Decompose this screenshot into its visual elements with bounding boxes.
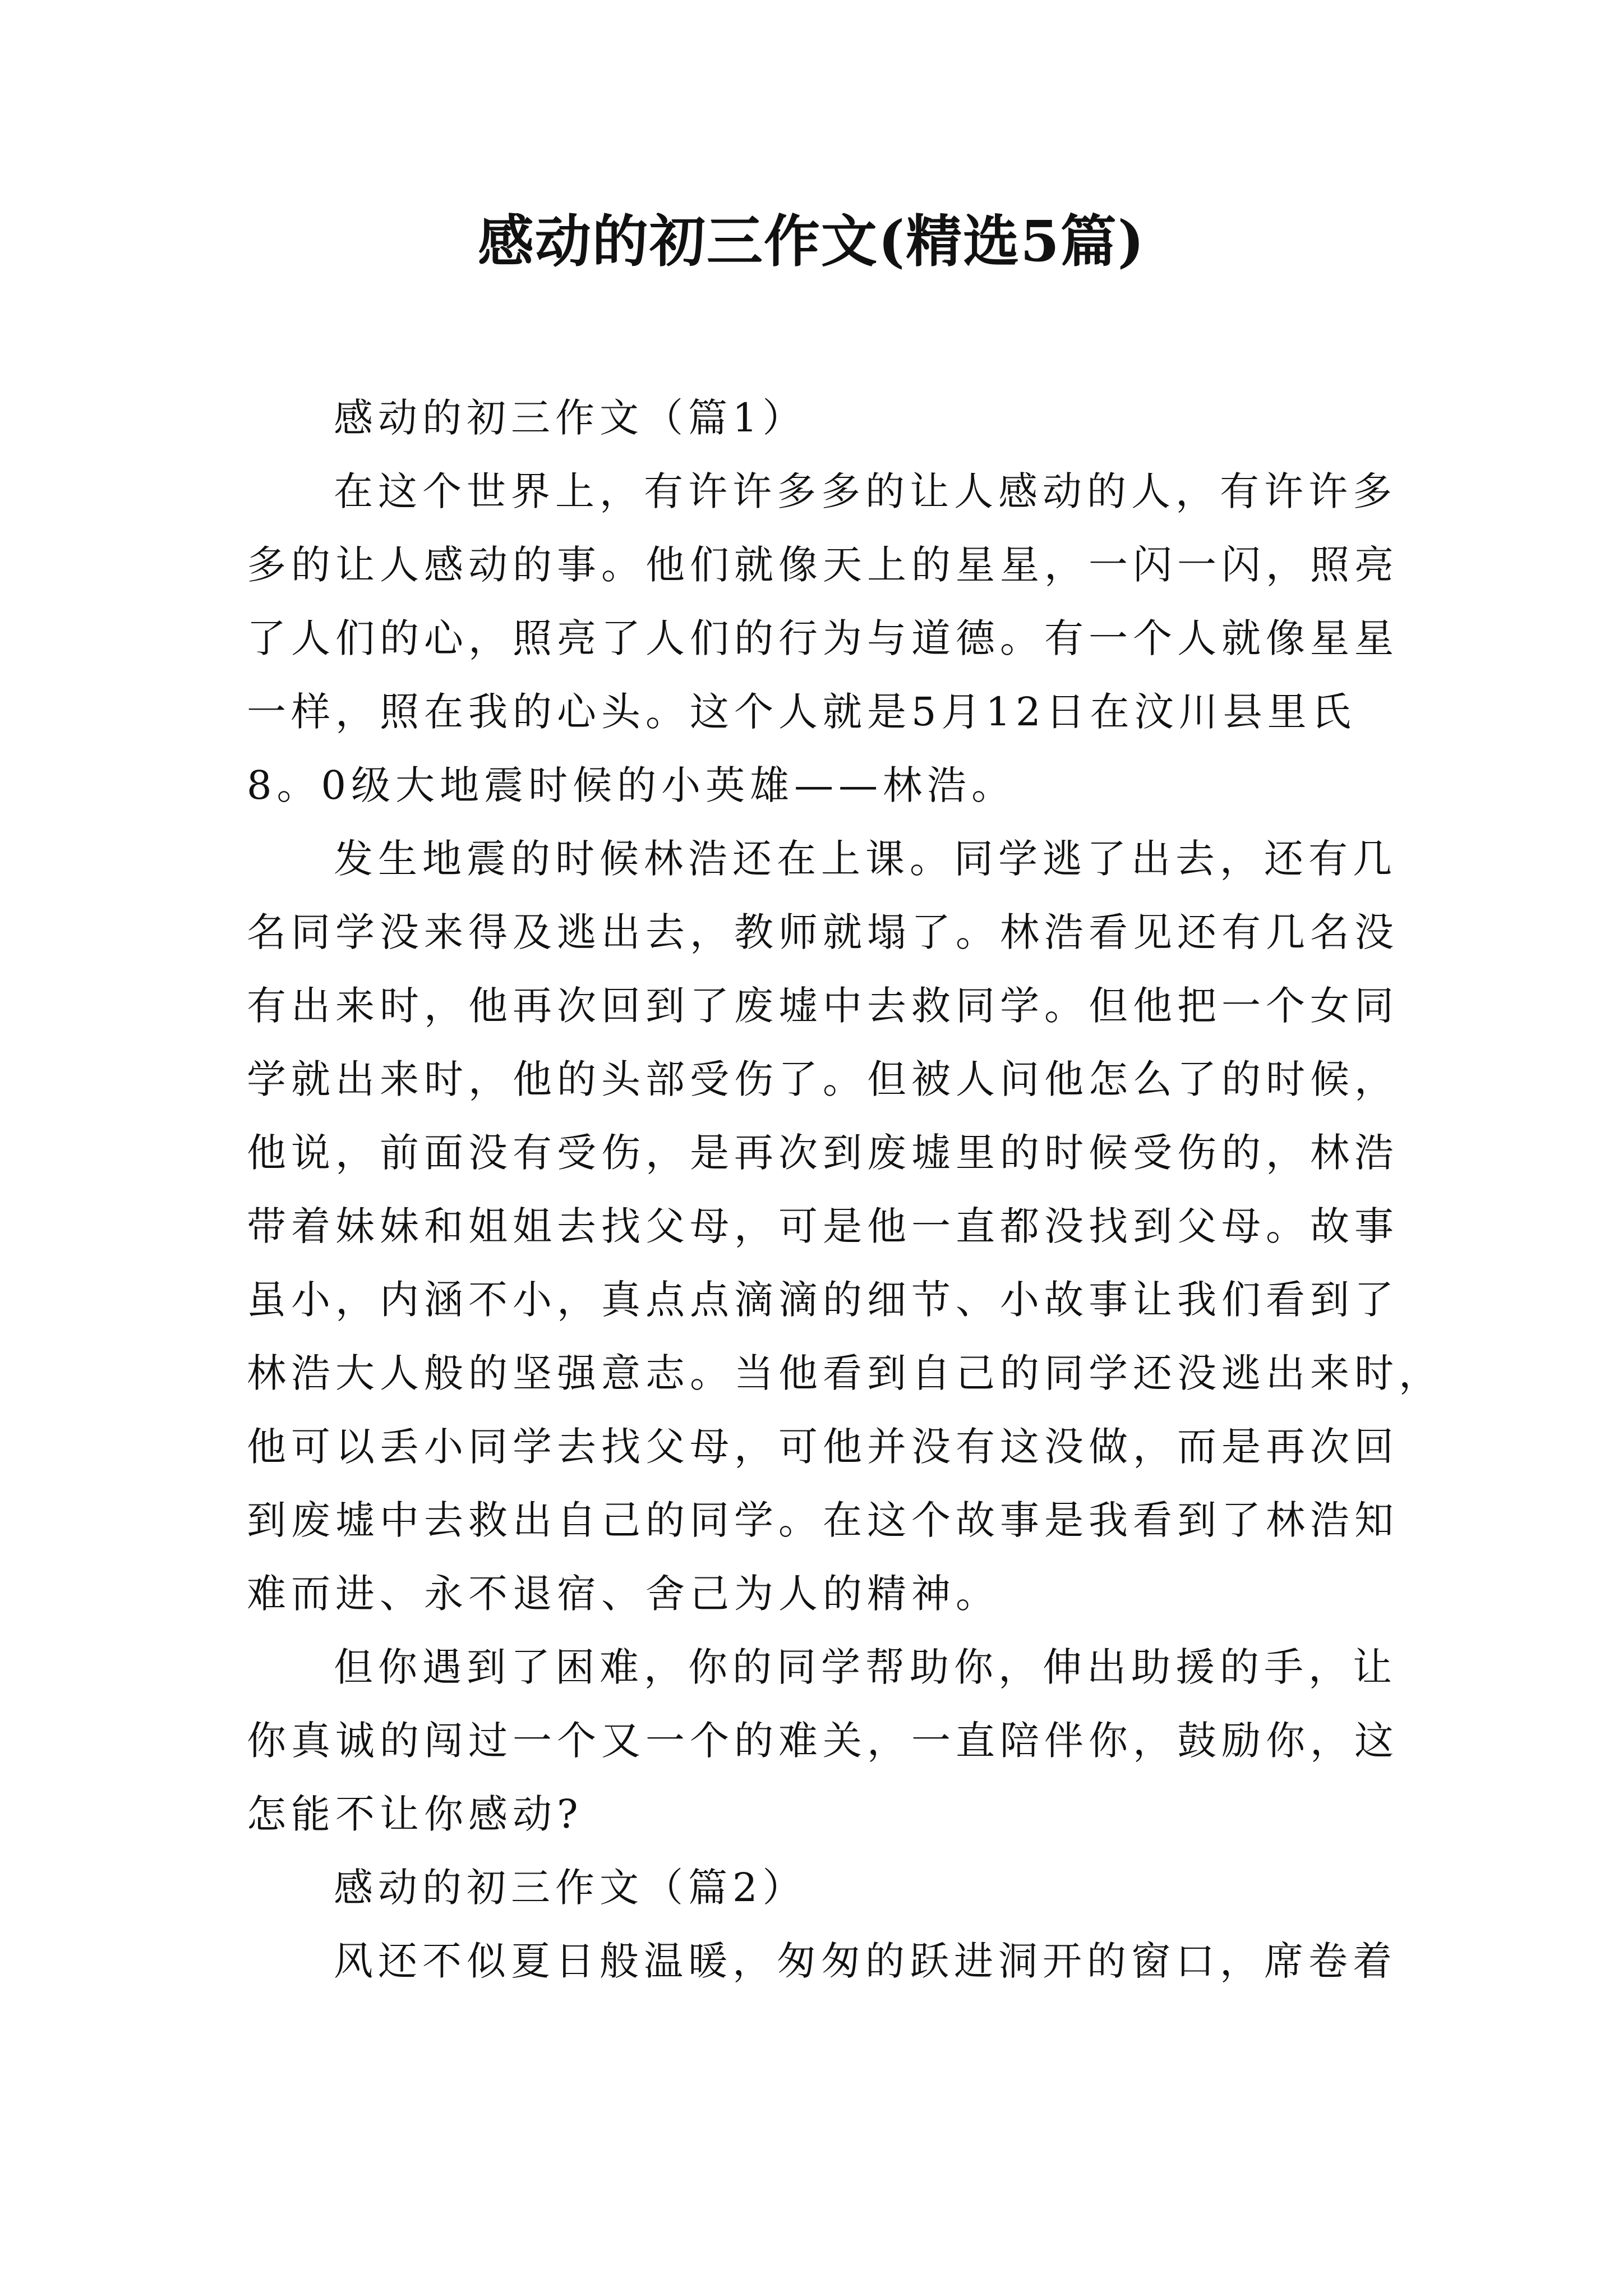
paragraph-line: 8。0级大地震时候的小英雄——林浩。	[247, 762, 1016, 808]
paragraph-line: 林浩大人般的坚强意志。当他看到自己的同学还没逃出来时，	[247, 1350, 1443, 1396]
paragraph-line: 怎能不让你感动?	[247, 1791, 583, 1837]
paragraph-line: 多的让人感动的事。他们就像天上的星星，一闪一闪，照亮	[247, 542, 1399, 588]
paragraph-line: 带着妹妹和姐姐去找父母，可是他一直都没找到父母。故事	[247, 1203, 1399, 1249]
paragraph-line: 你真诚的闯过一个又一个的难关，一直陪伴你，鼓励你，这	[247, 1718, 1399, 1764]
paragraph-line: 风还不似夏日般温暖，匆匆的跃进洞开的窗口，席卷着	[334, 1938, 1397, 1984]
paragraph-line: 有出来时，他再次回到了废墟中去救同学。但他把一个女同	[247, 983, 1399, 1029]
paragraph-line: 学就出来时，他的头部受伤了。但被人问他怎么了的时候，	[247, 1056, 1399, 1102]
paragraph-line: 但你遇到了困难，你的同学帮助你，伸出助援的手，让	[334, 1644, 1397, 1690]
paragraph-line: 难而进、永不退宿、舍己为人的精神。	[247, 1571, 1000, 1617]
document-title: 感动的初三作文(精选5篇)	[477, 208, 1146, 274]
paragraph-line: 他说，前面没有受伤，是再次到废墟里的时候受伤的，林浩	[247, 1130, 1399, 1176]
paragraph-line: 他可以丢小同学去找父母，可他并没有这没做，而是再次回	[247, 1424, 1399, 1470]
paragraph-line: 发生地震的时候林浩还在上课。同学逃了出去，还有几	[334, 836, 1397, 882]
paragraph-line: 在这个世界上，有许许多多的让人感动的人，有许许多	[334, 468, 1397, 514]
paragraph-line: 名同学没来得及逃出去，教师就塌了。林浩看见还有几名没	[247, 909, 1399, 955]
paragraph-line: 到废墟中去救出自己的同学。在这个故事是我看到了林浩知	[247, 1497, 1399, 1543]
paragraph-line: 虽小，内涵不小，真点点滴滴的细节、小故事让我们看到了	[247, 1277, 1399, 1323]
paragraph-line: 一样，照在我的心头。这个人就是5月12日在汶川县里氏	[247, 689, 1356, 735]
section-heading-2: 感动的初三作文（篇2）	[334, 1865, 807, 1911]
section-heading-1: 感动的初三作文（篇1）	[334, 395, 807, 441]
paragraph-line: 了人们的心，照亮了人们的行为与道德。有一个人就像星星	[247, 615, 1399, 661]
